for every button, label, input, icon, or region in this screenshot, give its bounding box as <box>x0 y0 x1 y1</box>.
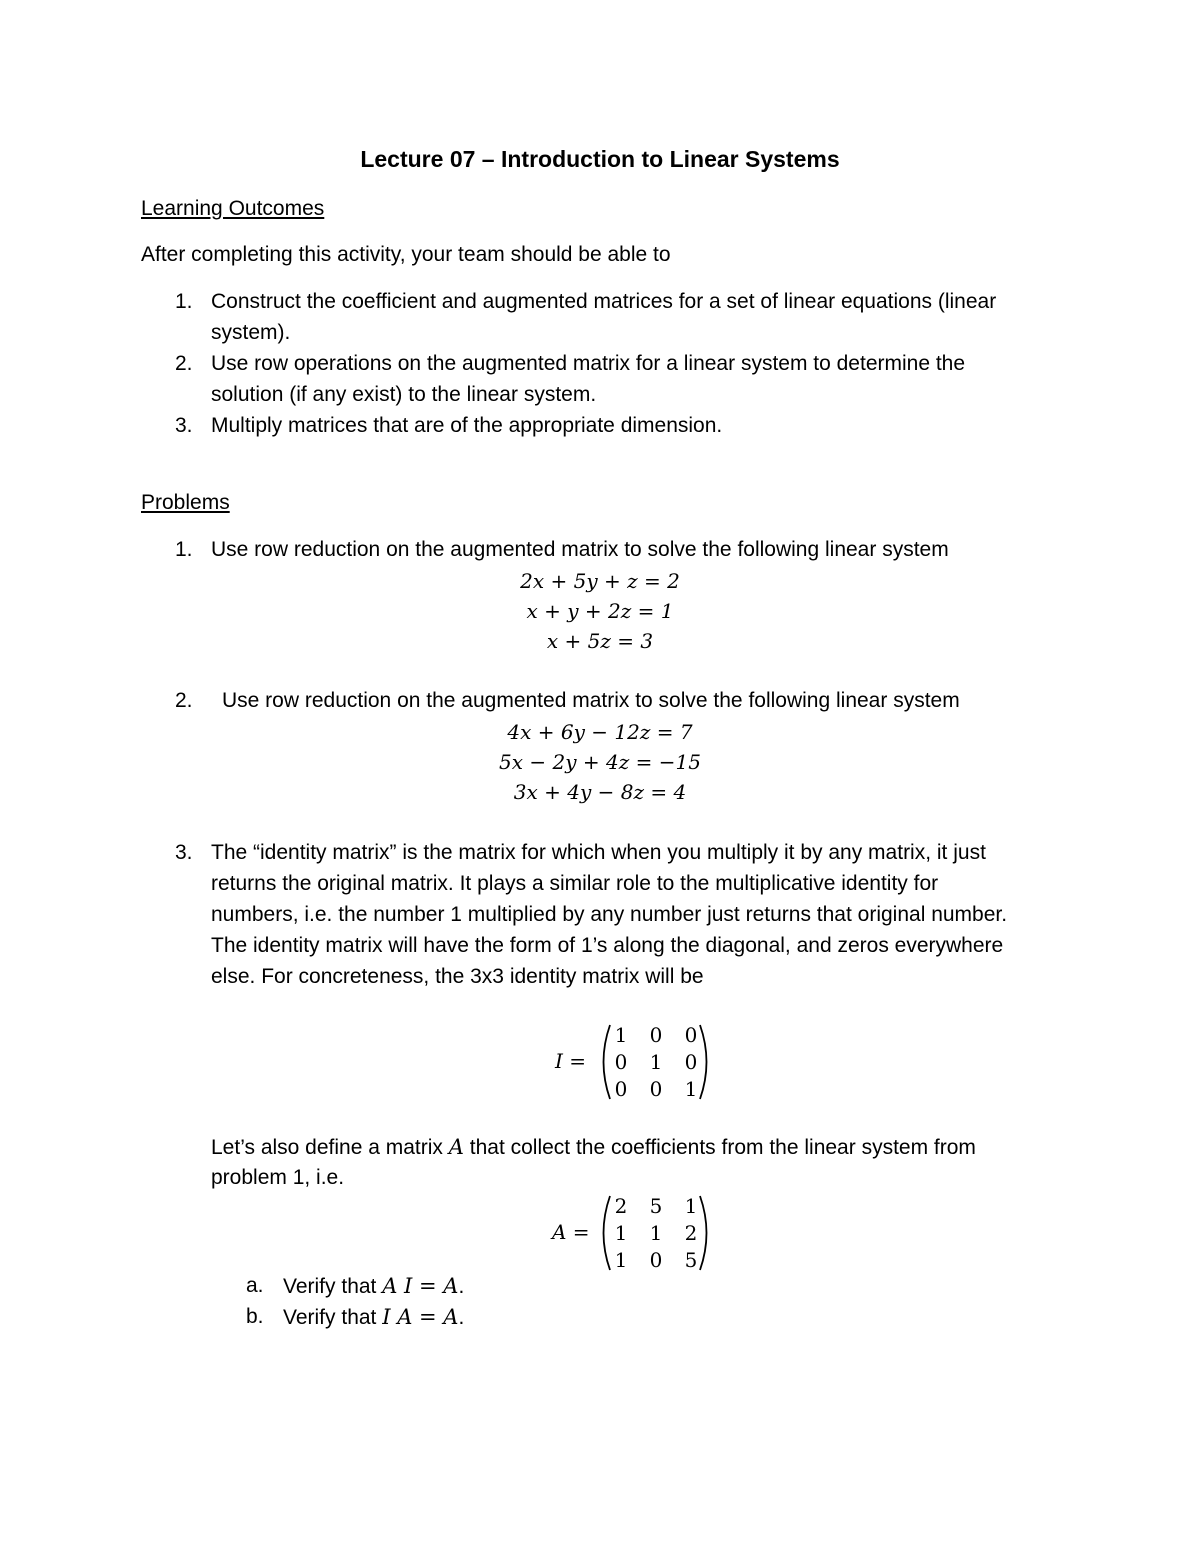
learning-outcomes-heading: Learning Outcomes <box>141 197 325 220</box>
subitem-letter: b. <box>246 1305 264 1328</box>
matrix-cell: 1 <box>649 1050 663 1074</box>
matrix-label: A = <box>552 1220 590 1244</box>
matrix-cell: 0 <box>614 1077 628 1101</box>
problem-text: returns the original matrix. It plays a similar role to the multiplicative identity for <box>211 872 939 895</box>
equation: 3x + 4y − 8z = 4 <box>513 780 687 804</box>
problem-number: 2. <box>175 689 193 712</box>
problem-text: else. For concreteness, the 3x3 identity matrix will be <box>211 965 704 988</box>
page-title: Lecture 07 – Introduction to Linear Systems <box>360 146 840 172</box>
identity-matrix <box>555 1022 725 1102</box>
matrix-cell: 2 <box>684 1221 698 1245</box>
matrix-cell: 0 <box>684 1023 698 1047</box>
matrix-a-intro-pre: Let’s also define a matrix <box>211 1136 449 1159</box>
problem-text: numbers, i.e. the number 1 multiplied by any number just returns that original number. <box>211 903 1008 926</box>
matrix-cell: 1 <box>614 1023 628 1047</box>
subitem-post: . <box>458 1275 465 1298</box>
matrix-a-intro-post: that collect the coefficients from the linear system from <box>463 1136 976 1159</box>
learning-outcomes-intro: After completing this activity, your team should be able to <box>141 243 671 266</box>
matrix-cell: 0 <box>649 1023 663 1047</box>
matrix-cell: 1 <box>614 1248 628 1272</box>
subitem-pre: Verify that <box>283 1306 383 1329</box>
matrix-label: I = <box>555 1049 587 1073</box>
subitem-post: . <box>458 1306 465 1329</box>
outcome-text: Construct the coefficient and augmented matrices for a set of linear equations (linear <box>211 290 997 313</box>
outcome-text: solution (if any exist) to the linear system. <box>211 383 597 406</box>
problem-text: The identity matrix will have the form of 1’s along the diagonal, and zeros everywhere <box>211 934 1004 957</box>
matrix-cell: 1 <box>684 1077 698 1101</box>
problem-text: Use row reduction on the augmented matrix to solve the following linear system <box>222 689 960 712</box>
subitem-math: A I = A <box>382 1274 459 1298</box>
matrix-cell: 0 <box>649 1248 663 1272</box>
subitem-math: I A = A <box>382 1305 459 1329</box>
matrix-cell: 1 <box>614 1221 628 1245</box>
matrix-cell: 1 <box>684 1194 698 1218</box>
subitem-text <box>283 1304 464 1331</box>
matrix-cell: 0 <box>684 1050 698 1074</box>
equation: x + y + 2z = 1 <box>526 599 674 623</box>
equation: 2x + 5y + z = 2 <box>520 569 680 593</box>
problems-heading: Problems <box>141 491 230 514</box>
matrix-a-intro-line2: problem 1, i.e. <box>211 1166 345 1189</box>
problem-number: 3. <box>175 841 193 864</box>
matrix-cell: 0 <box>614 1050 628 1074</box>
outcome-text: Use row operations on the augmented matrix for a linear system to determine the <box>211 352 966 375</box>
equation: x + 5z = 3 <box>546 629 654 653</box>
matrix-cell: 0 <box>649 1077 663 1101</box>
outcome-number: 1. <box>175 290 193 313</box>
outcome-number: 2. <box>175 352 193 375</box>
coefficient-matrix-a <box>552 1193 727 1273</box>
matrix-cell: 2 <box>614 1194 628 1218</box>
subitem-letter: a. <box>246 1274 264 1297</box>
matrix-cell: 1 <box>649 1221 663 1245</box>
matrix-cell: 5 <box>684 1248 698 1272</box>
equation: 5x − 2y + 4z = −15 <box>499 750 701 774</box>
problem-number: 1. <box>175 538 193 561</box>
problem-text: The “identity matrix” is the matrix for which when you multiply it by any matrix, it just <box>211 841 986 864</box>
matrix-cell: 5 <box>649 1194 663 1218</box>
outcome-text: Multiply matrices that are of the appropriate dimension. <box>211 414 723 437</box>
subitem-text <box>283 1273 464 1300</box>
outcome-text: system). <box>211 321 291 344</box>
problem-text: Use row reduction on the augmented matrix to solve the following linear system <box>211 538 949 561</box>
equation: 4x + 6y − 12z = 7 <box>507 720 693 744</box>
matrix-a-intro <box>211 1134 976 1161</box>
subitem-pre: Verify that <box>283 1275 383 1298</box>
matrix-a-var: A <box>448 1135 464 1159</box>
outcome-number: 3. <box>175 414 193 437</box>
